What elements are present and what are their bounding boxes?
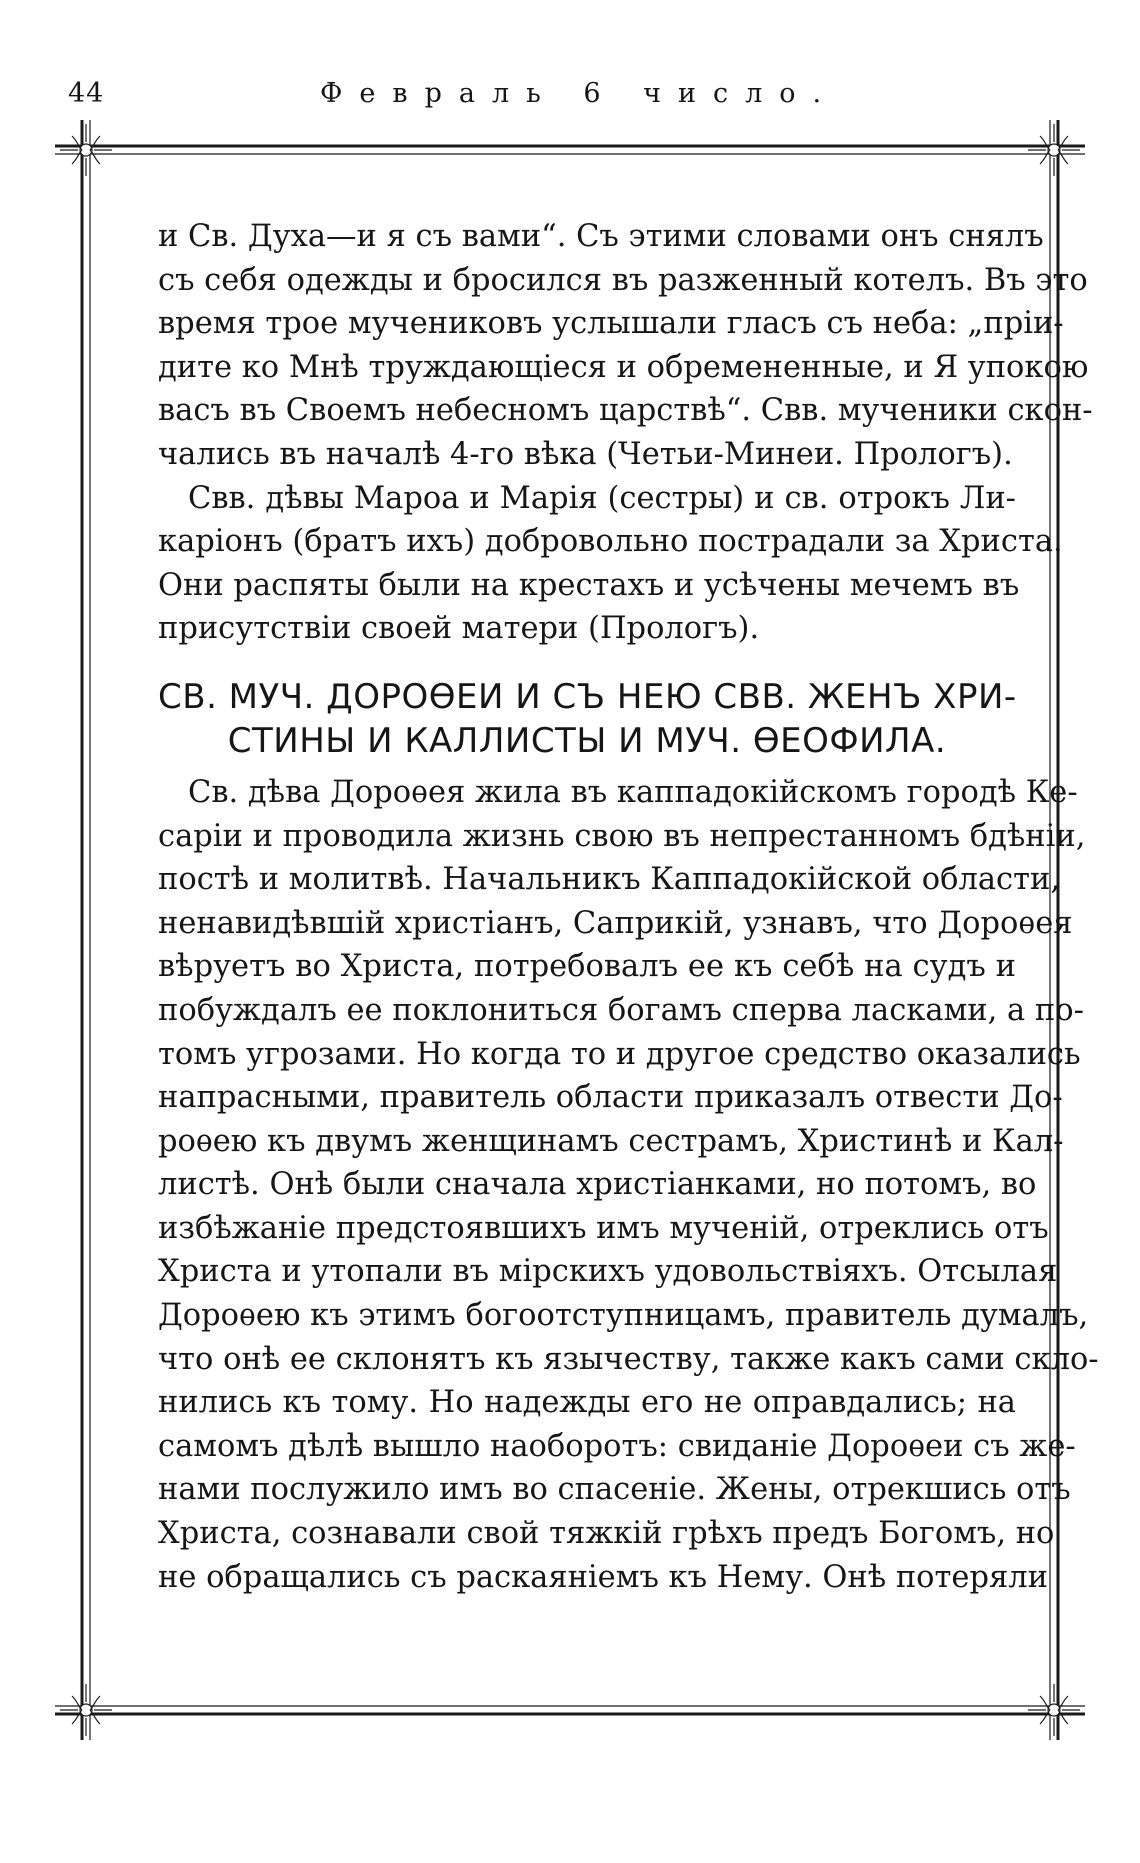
text-line: съ себя одежды и бросился въ разженный котелъ. Въ это bbox=[158, 262, 1088, 298]
text-line: избѣжаніе предстоявшихъ имъ мученій, отреклись отъ bbox=[158, 1210, 1049, 1246]
text-line: побуждалъ ее поклониться богамъ сперва ласками, а по- bbox=[158, 992, 1084, 1028]
text-line: нились къ тому. Но надежды его не оправдались; на bbox=[158, 1385, 1016, 1421]
paragraph-2 bbox=[158, 477, 1063, 651]
heading-line: СТИНЫ И КАЛЛИСТЫ И МУЧ. ѲЕОФИЛА. bbox=[227, 720, 947, 761]
text-line: Дороѳею къ этимъ богоотступницамъ, правитель думалъ, bbox=[158, 1298, 1089, 1334]
page-number: 44 bbox=[68, 78, 105, 109]
text-line: каріонъ (братъ ихъ) добровольно пострадали за Христа. bbox=[158, 524, 1063, 560]
text-line: дите ко Мнѣ труждающіеся и обремененные, и Я упокою bbox=[158, 349, 1089, 385]
text-line: нами послужило имъ во спасеніе. Жены, отрекшись отъ bbox=[158, 1472, 1071, 1508]
paragraph-1 bbox=[158, 215, 1093, 477]
text-line: ненавидѣвшій христіанъ, Саприкій, узнавъ, что Дороѳея bbox=[158, 905, 1073, 941]
page-body bbox=[158, 215, 1099, 1599]
text-line: Свв. дѣвы Мароа и Марія (сестры) и св. отрокъ Ли- bbox=[188, 480, 1016, 516]
text-line: саріи и проводила жизнь свою въ непрестанномъ бдѣніи, bbox=[158, 818, 1086, 854]
text-line: постѣ и молитвѣ. Начальникъ Каппадокійской области, bbox=[158, 862, 1061, 898]
paragraph-3 bbox=[158, 771, 1099, 1599]
text-line: чались въ началѣ 4-го вѣка (Четьи-Минеи. Прологъ). bbox=[158, 436, 1013, 472]
text-line: присутствіи своей матери (Прологъ). bbox=[158, 611, 760, 647]
text-line: Христа, сознавали свой тяжкій грѣхъ предъ Богомъ, но bbox=[158, 1516, 1055, 1552]
text-line: Св. дѣва Дороѳея жила въ каппадокійскомъ городѣ Ке- bbox=[188, 774, 1078, 810]
text-line: Они распяты были на крестахъ и усѣчены мечемъ въ bbox=[158, 567, 1020, 603]
corner-ornament-bottom-right bbox=[1028, 1684, 1080, 1736]
corner-ornament-top-right bbox=[1028, 124, 1080, 176]
text-line: время трое мучениковъ услышали гласъ съ неба: „пріи- bbox=[158, 306, 1064, 342]
text-line: и Св. Духа—и я съ вами“. Съ этими словами онъ снялъ bbox=[158, 219, 1044, 254]
text-line: что онѣ ее склонятъ къ язычеству, также какъ сами скло- bbox=[158, 1341, 1099, 1377]
text-line: васъ въ Своемъ небесномъ царствѣ“. Свв. мученики скон- bbox=[158, 393, 1093, 429]
text-line: листѣ. Онѣ были сначала христіанками, но потомъ, во bbox=[158, 1167, 1037, 1203]
section-heading bbox=[158, 675, 1016, 763]
text-line: вѣруетъ во Христа, потребовалъ ее къ себѣ на судъ и bbox=[158, 949, 1016, 985]
page-header bbox=[60, 78, 1060, 118]
text-line: томъ угрозами. Но когда то и другое средство оказались bbox=[158, 1036, 1081, 1072]
corner-ornament-top-left bbox=[60, 124, 112, 176]
running-title: Февраль 6 число. bbox=[320, 78, 839, 109]
text-line: напрасными, правитель области приказалъ отвести До- bbox=[158, 1080, 1063, 1116]
text-line: самомъ дѣлѣ вышло наоборотъ: свиданіе Дороѳеи съ же- bbox=[158, 1428, 1076, 1464]
heading-line: СВ. МУЧ. ДОРОѲЕИ И СЪ НЕЮ СВВ. ЖЕНЪ ХРИ- bbox=[158, 676, 1017, 717]
text-line: роѳею къ двумъ женщинамъ сестрамъ, Христинѣ и Кал- bbox=[158, 1123, 1064, 1159]
text-line: не обращались съ раскаяніемъ къ Нему. Онѣ потеряли bbox=[158, 1559, 1048, 1595]
corner-ornament-bottom-left bbox=[60, 1684, 112, 1736]
text-line: Христа и утопали въ мірскихъ удовольствіяхъ. Отсылая bbox=[158, 1254, 1058, 1290]
